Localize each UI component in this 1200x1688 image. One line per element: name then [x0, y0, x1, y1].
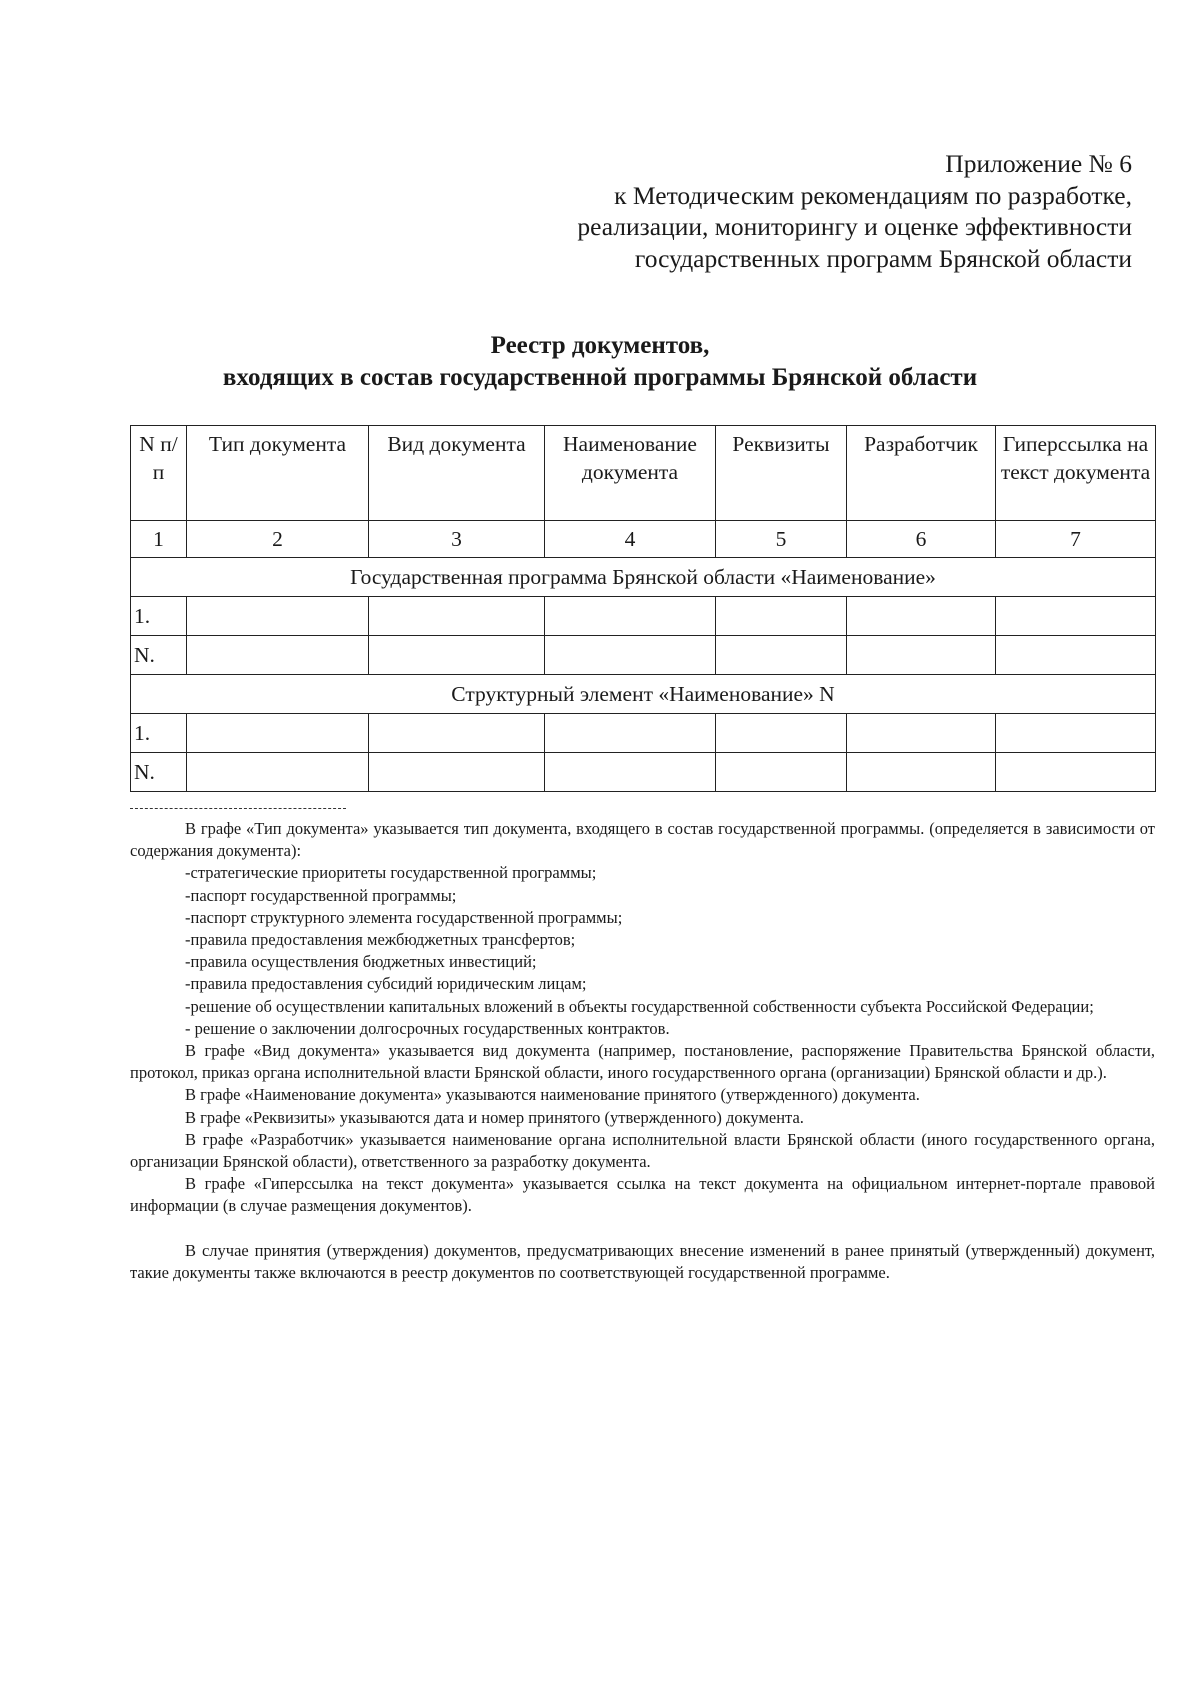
table-row	[131, 597, 1156, 636]
row-number: 1.	[131, 714, 187, 753]
column-number: 4	[545, 521, 716, 558]
table-cell	[187, 753, 369, 792]
section-title-structural: Структурный элемент «Наименование» N	[131, 675, 1156, 714]
note-list-item: -паспорт структурного элемента государственной программы;	[185, 907, 623, 927]
table-cell	[369, 597, 545, 636]
annex-line-1: Приложение № 6	[945, 149, 1132, 178]
table-cell	[545, 636, 716, 675]
title-line-1: Реестр документов,	[490, 332, 710, 359]
header-developer: Разработчик	[847, 426, 996, 521]
column-number-row	[131, 521, 1156, 558]
note-paragraph: В графе «Разработчик» указывается наименование органа исполнительной власти Брянской области (иного государственного органа, организации Брянской области), ответственного за разработку документа.	[130, 1129, 1155, 1172]
table-cell	[369, 714, 545, 753]
column-number: 3	[369, 521, 545, 558]
note-list-item: -правила осуществления бюджетных инвестиций;	[185, 952, 537, 972]
table-cell	[187, 597, 369, 636]
table-cell	[847, 714, 996, 753]
header-requisites: Реквизиты	[716, 426, 847, 521]
note-list-item: -правила предоставления межбюджетных трансфертов;	[185, 930, 576, 950]
header-name: Наименование документа	[545, 426, 716, 521]
table-cell	[716, 753, 847, 792]
section-row-structural	[131, 675, 1156, 714]
table-cell	[187, 636, 369, 675]
table-cell	[187, 714, 369, 753]
note-paragraph: В графе «Реквизиты» указываются дата и номер принятого (утвержденного) документа.	[185, 1107, 804, 1127]
note-paragraph: В графе «Наименование документа» указываются наименование принятого (утвержденного) документа.	[185, 1085, 920, 1105]
column-number: 6	[847, 521, 996, 558]
column-number: 5	[716, 521, 847, 558]
note-paragraph: В графе «Тип документа» указывается тип документа, входящего в состав государственной программы. (определяется в зависимости от содержания документа):	[130, 819, 1155, 861]
note-list-item: -стратегические приоритеты государственной программы;	[185, 863, 597, 883]
table-cell	[716, 714, 847, 753]
header-num: N п/п	[131, 426, 187, 521]
annex-line-3: реализации, мониторингу и оценке эффективности	[577, 212, 1132, 241]
footnote-separator	[130, 808, 346, 809]
notes-block	[130, 818, 1155, 1284]
table-row	[131, 636, 1156, 675]
section-title-program: Государственная программа Брянской области «Наименование»	[131, 558, 1156, 597]
note-paragraph: В графе «Гиперссылка на текст документа» указывается ссылка на текст документа на официальном интернет-портале правовой информации (в случае размещения документов).	[130, 1174, 1155, 1216]
note-list-item: - решение о заключении долгосрочных государственных контрактов.	[185, 1018, 670, 1038]
header-hyperlink: Гиперссылка на текст документа	[996, 426, 1156, 521]
table-row	[131, 714, 1156, 753]
table-cell	[996, 597, 1156, 636]
table-cell	[716, 597, 847, 636]
document-title	[0, 330, 1200, 394]
note-paragraph-final: В случае принятия (утверждения) документов, предусматривающих внесение изменений в ранее принятый (утвержденный) документ, такие документы также включаются в реестр документов по соответствующей государственной программе.	[130, 1240, 1155, 1282]
row-number: 1.	[131, 597, 187, 636]
column-number: 2	[187, 521, 369, 558]
column-number: 1	[131, 521, 187, 558]
table-cell	[847, 753, 996, 792]
table-cell	[847, 597, 996, 636]
registry-table	[130, 425, 1156, 792]
column-number: 7	[996, 521, 1156, 558]
header-kind: Вид документа	[369, 426, 545, 521]
annex-line-2: к Методическим рекомендациям по разработке,	[614, 180, 1132, 210]
section-row-program	[131, 558, 1156, 597]
table-cell	[545, 597, 716, 636]
table-cell	[545, 714, 716, 753]
annex-header	[577, 148, 1132, 274]
annex-line-4: государственных программ Брянской области	[634, 243, 1132, 273]
table-cell	[369, 753, 545, 792]
row-number: N.	[131, 753, 187, 792]
header-type: Тип документа	[187, 426, 369, 521]
table-cell	[996, 636, 1156, 675]
row-number: N.	[131, 636, 187, 675]
table-row	[131, 753, 1156, 792]
table-cell	[545, 753, 716, 792]
title-line-2: входящих в состав государственной программы Брянской области	[222, 364, 978, 391]
note-paragraph: В графе «Вид документа» указывается вид документа (например, постановление, распоряжение Правительства Брянской области, протокол, приказ органа исполнительной власти Брянской области, иного государственного органа (организации) Брянской области и др.).	[130, 1041, 1155, 1083]
note-list-item: -правила предоставления субсидий юридическим лицам;	[185, 974, 587, 994]
note-list-item: -решение об осуществлении капитальных вложений в объекты государственной собственности субъекта Российской Федерации;	[185, 996, 1094, 1016]
table-cell	[716, 636, 847, 675]
table-cell	[996, 714, 1156, 753]
table-cell	[369, 636, 545, 675]
note-list-item: -паспорт государственной программы;	[185, 885, 457, 905]
table-header-row	[131, 426, 1156, 521]
table-cell	[847, 636, 996, 675]
table-cell	[996, 753, 1156, 792]
